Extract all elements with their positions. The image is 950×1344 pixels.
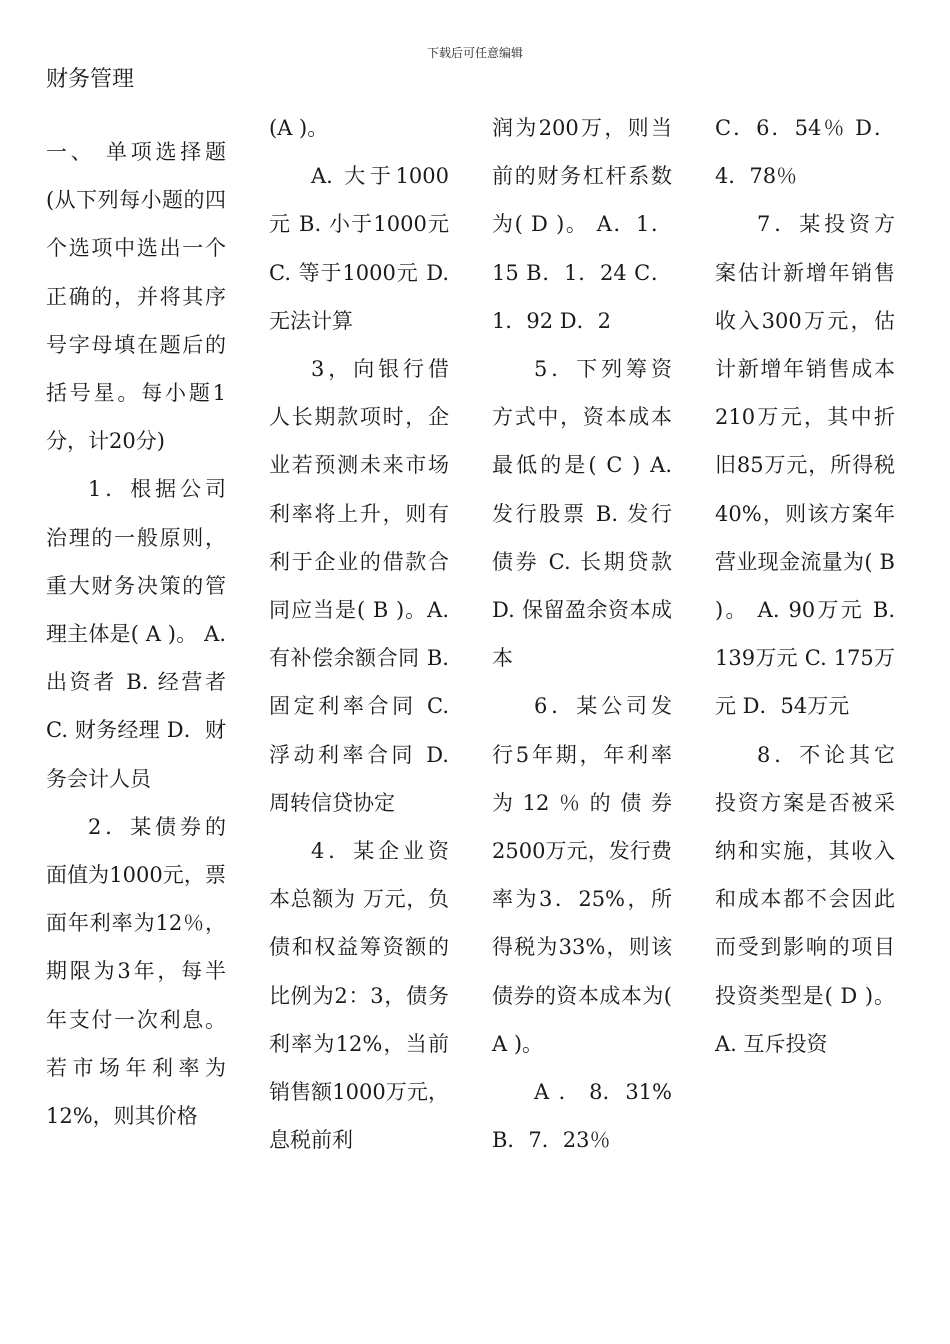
question-4-continued: 润为200万，则当前的财务杠杆系数为( D )。 A．1．15 B．1．24 C．1．92 D．2 [492,116,672,333]
question-5: 5．下列筹资方式中，资本成本最低的是( C ) A. 发行股票 B. 发行债券 C. 长期贷款 D. 保留盈余资本成本 [492,357,672,671]
page-header: 下载后可任意编辑 [426,46,523,60]
question-7: 7．某投资方案估计新增年销售收入300万元，估计新增年销售成本210万元，其中折旧85万元，所得税40%，则该方案年营业现金流量为( B )。 A. 90万元 B. 139万元 C. 175万元 D．54万元 [715,212,895,719]
question-3: 3，向银行借人长期款项时，企业若预测未来市场利率将上升，则有利于企业的借款合同应当是( B )。A. 有补偿余额合同 B. 固定利率合同 C. 浮动利率合同 D. 周转信贷协定 [269,357,449,815]
text-column-2 [269,104,449,1164]
text-column-1 [46,128,226,1140]
section-heading: 一、 单项选择题(从下列每小题的四个选项中选出一个正确的，并将其序号字母填在题后的括号星。每小题1分，计20分) [46,140,226,454]
question-8: 8．不论其它投资方案是否被采纳和实施，其收入和成本都不会因此而受到影响的项目投资类型是( D )。 A. 互斥投资 [715,742,895,1056]
text-column-4 [715,104,895,1068]
question-6-options-continued: C．6．54％ D．4．78％ [715,116,895,189]
text-column-3 [492,104,672,1164]
question-2-answer: (A )。 [269,116,329,140]
document-title: 财务管理 [46,67,135,92]
question-6: 6．某公司发行5年期，年利率为12％的债券2500万元，发行费率为3．25%，所得税为33%，则该债券的资本成本为( A )。 [492,694,672,1056]
question-6-options: A．8. 31% B．7．23％ [492,1080,672,1153]
question-2: 2．某债券的面值为1000元，票面年利率为12％，期限为3年，每半年支付一次利息。若市场年利率为12%，则其价格 [46,814,226,1129]
question-1: 1．根据公司治理的一般原则，重大财务决策的管理主体是( A )。 A. 出资者 B. 经营者 C. 财务经理 D．财务会计人员 [46,477,226,791]
question-4: 4．某企业资本总额为 万元，负债和权益筹资额的比例为2：3，债务利率为12%，当前销售额1000万元，息税前利 [269,839,449,1153]
question-2-options: A. 大于1000元 B. 小于1000元 C. 等于1000元 D. 无法计算 [269,164,449,333]
